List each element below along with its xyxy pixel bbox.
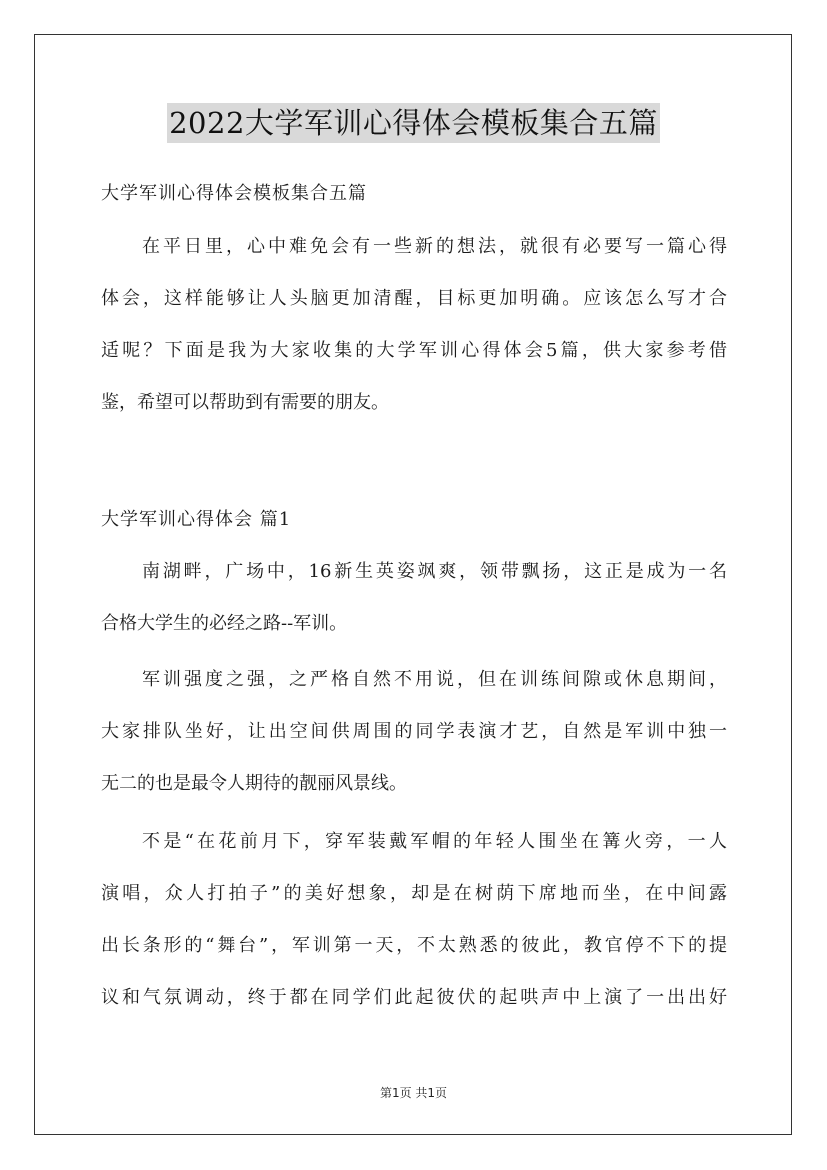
text-line: 议和气氛调动，终于都在同学们此起彼伏的起哄声中上演了一出出好: [101, 987, 727, 1008]
text-line: 南湖畔，广场中，16新生英姿飒爽，领带飘扬，这正是成为一名: [142, 561, 727, 582]
document-subtitle: 大学军训心得体会模板集合五篇: [101, 183, 367, 204]
text-line: 军训强度之强，之严格自然不用说，但在训练间隙或休息期间，: [142, 669, 727, 690]
paragraph-2: [101, 666, 727, 822]
paragraph-3: [101, 828, 727, 1036]
page-footer: 第1页 共1页: [379, 1086, 448, 1100]
text-line: 鉴，希望可以帮助到有需要的朋友。: [101, 392, 389, 413]
title-container: [0, 103, 827, 143]
intro-paragraph: [101, 233, 727, 441]
text-line: 体会，这样能够让人头脑更加清醒，目标更加明确。应该怎么写才合: [101, 288, 727, 309]
paragraph-1: [101, 558, 727, 662]
text-line: 合格大学生的必经之路--军训。: [101, 613, 348, 634]
text-line: 不是“在花前月下，穿军装戴军帽的年轻人围坐在篝火旁，一人: [142, 831, 727, 852]
section-heading: 大学军训心得体会 篇1: [101, 509, 292, 530]
text-line: 在平日里，心中难免会有一些新的想法，就很有必要写一篇心得: [142, 236, 727, 257]
text-line: 无二的也是最令人期待的靓丽风景线。: [101, 773, 407, 794]
text-line: 大家排队坐好，让出空间供周围的同学表演才艺，自然是军训中独一: [101, 721, 727, 742]
document-title: 2022大学军训心得体会模板集合五篇: [167, 103, 660, 143]
text-line: 出长条形的“舞台”，军训第一天，不太熟悉的彼此，教官停不下的提: [101, 935, 727, 956]
text-line: 演唱，众人打拍子”的美好想象，却是在树荫下席地而坐，在中间露: [101, 883, 727, 904]
text-line: 适呢？下面是我为大家收集的大学军训心得体会5篇，供大家参考借: [101, 340, 727, 361]
